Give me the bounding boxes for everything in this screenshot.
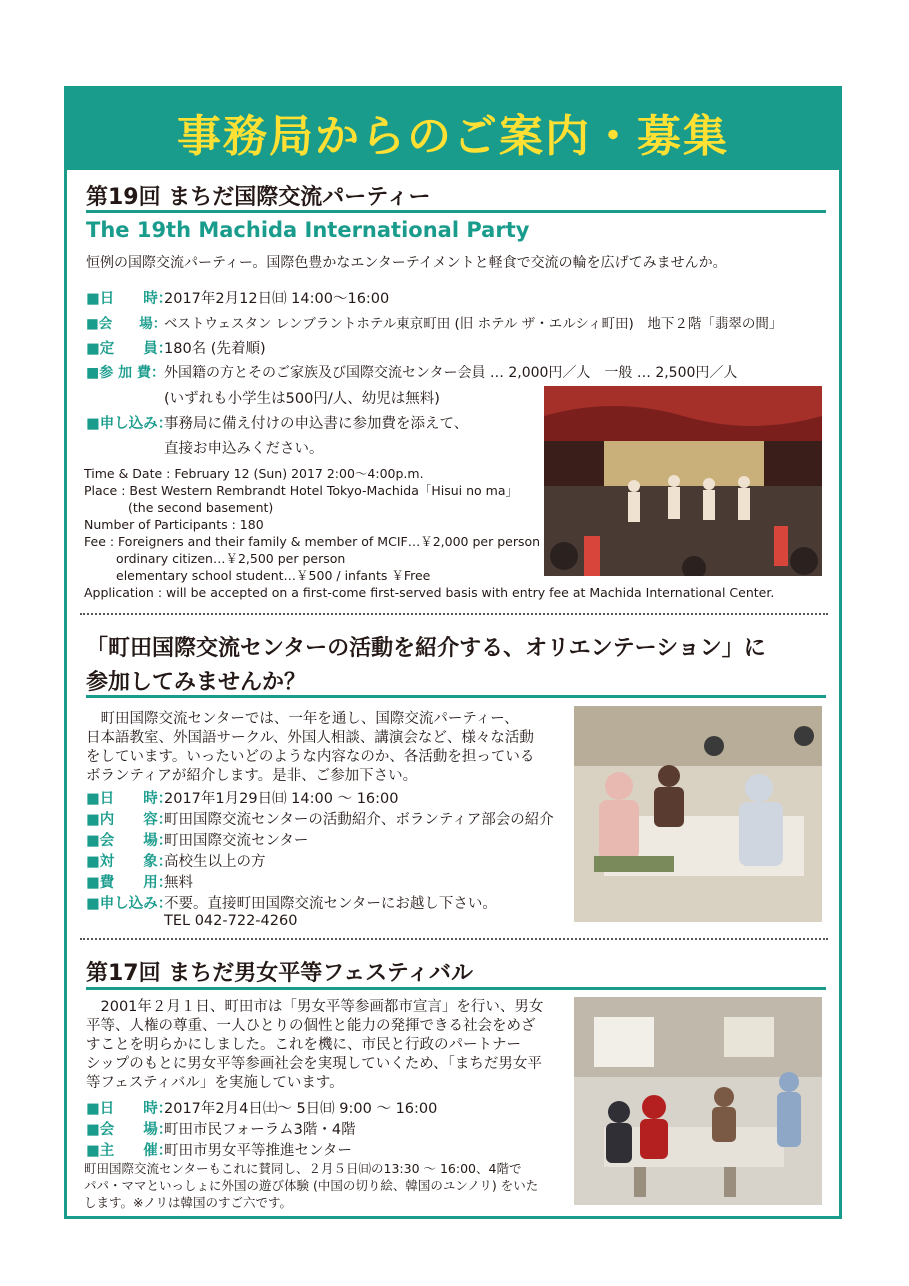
section-rule (86, 695, 826, 698)
header-banner (64, 86, 842, 170)
orientation-row: ■内 容：町田国際交流センターの活動紹介、ボランティア部会の紹介 (86, 812, 554, 828)
party-row: ■申し込み：事務局に備え付けの申込書に参加費を添えて、 (86, 416, 469, 432)
orientation-row: ■費 用：無料 (86, 875, 193, 891)
orientation-row: TEL 042-722-4260 (164, 913, 298, 929)
party-en-line: ordinary citizen…￥2,500 per person (116, 551, 346, 566)
festival-note-line: パパ・ママといっしょに外国の遊び体験 (中国の切り絵、韓国のユンノリ) をいた (84, 1178, 539, 1193)
party-en-line: Application : will be accepted on a first-come first-served basis with entry fee at Machida International Center. (84, 585, 775, 600)
festival-note-line: 町田国際交流センターもこれに賛同し、２月５日㈰の13:30 〜 16:00、4階で (84, 1161, 522, 1176)
party-title: 第19回 まちだ国際交流パーティー (86, 185, 431, 210)
festival-row: ■日 時：2017年2月4日㈯〜 5日㈰ 9:00 〜 16:00 (86, 1101, 438, 1117)
festival-body-line: シップのもとに男女平等参画社会を実現していくため、「まちだ男女平 (86, 1056, 542, 1072)
festival-body-line: 等フェスティバル」を実施しています。 (86, 1075, 344, 1091)
banner-title: 事務局からのご案内・募集 (177, 111, 729, 162)
party-en-line: Number of Participants : 180 (84, 517, 264, 532)
orientation-body-line: をしています。いったいどのような内容なのか、各活動を担っている (86, 749, 535, 765)
section-rule (86, 987, 826, 990)
orientation-row: ■日 時：2017年1月29日㈰ 14:00 〜 16:00 (86, 791, 399, 807)
party-row: ■参 加 費：外国籍の方とそのご家族及び国際交流センター会員 … 2,000円／人 一般 … 2,500円／人 (86, 365, 738, 381)
party-photo (544, 386, 822, 576)
party-intro: 恒例の国際交流パーティー。国際色豊かなエンターテイメントと軽食で交流の輪を広げてみませんか。 (86, 255, 727, 271)
orientation-row: ■申し込み：不要。直接町田国際交流センターにお越し下さい。 (86, 896, 497, 912)
festival-body-line: 2001年２月１日、町田市は「男女平等参画都市宣言」を行い、男女 (86, 999, 544, 1015)
section-divider (80, 938, 828, 940)
party-row: ■日 時：2017年2月12日㈰ 14:00〜16:00 (86, 291, 390, 307)
orientation-body-line: 町田国際交流センターでは、一年を通し、国際交流パーティー、 (86, 711, 519, 727)
party-en-line: Fee : Foreigners and their family & member of MCIF…￥2,000 per person (84, 534, 541, 549)
party-en-title: The 19th Machida International Party (86, 218, 530, 242)
orientation-photo (574, 706, 822, 922)
party-row: (いずれも小学生は500円/人、幼児は無料) (164, 391, 440, 407)
party-en-line: (the second basement) (128, 500, 274, 515)
orientation-title-line2: 参加してみませんか？ (86, 670, 307, 695)
festival-body-line: 平等、人権の尊重、一人ひとりの個性と能力の発揮できる社会をめざ (86, 1018, 536, 1034)
section-rule (86, 210, 826, 213)
section-divider (80, 613, 828, 615)
orientation-body-line: ボランティアが紹介します。是非、ご参加下さい。 (86, 768, 418, 784)
festival-note-line: します。※ノリは韓国のすご六です。 (84, 1195, 292, 1210)
festival-row: ■会 場：町田市民フォーラム3階・4階 (86, 1122, 356, 1138)
orientation-row: ■対 象：高校生以上の方 (86, 854, 266, 870)
festival-row: ■主 催：町田市男女平等推進センター (86, 1143, 352, 1159)
orientation-row: ■会 場：町田国際交流センター (86, 833, 309, 849)
party-en-line: Time & Date : February 12 (Sun) 2017 2:00〜4:00p.m. (84, 466, 424, 481)
party-row: ■定 員：180名 (先着順) (86, 341, 266, 357)
festival-photo (574, 997, 822, 1205)
party-en-line: Place : Best Western Rembrandt Hotel Tokyo-Machida「Hisui no ma」 (84, 483, 519, 498)
festival-title: 第17回 まちだ男女平等フェスティバル (86, 961, 473, 986)
orientation-body-line: 日本語教室、外国語サークル、外国人相談、講演会など、様々な活動 (86, 730, 534, 746)
orientation-title-line1: 「町田国際交流センターの活動を紹介する、オリエンテーション」に (86, 636, 766, 661)
party-row: ■会 場：ベストウェスタン レンブラントホテル東京町田 (旧 ホテル ザ・エルシィ町田) 地下２階「翡翠の間」 (86, 316, 783, 332)
party-row: 直接お申込みください。 (164, 441, 324, 457)
party-en-line: elementary school student…￥500 / infants ￥Free (116, 568, 431, 583)
festival-body-line: すことを明らかにしました。これを機に、市民と行政のパートナー (86, 1037, 521, 1053)
